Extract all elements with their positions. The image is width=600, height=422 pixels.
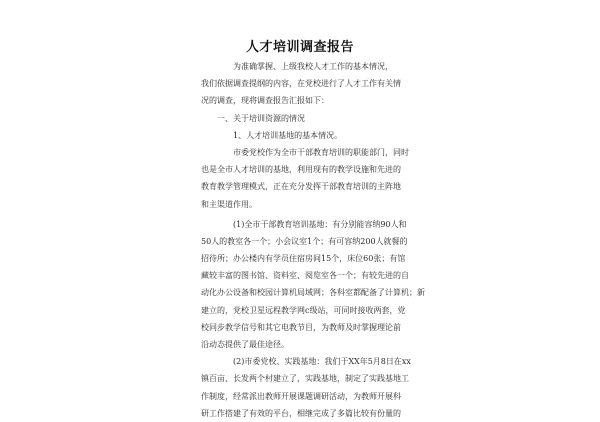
body-line: 教育教学管理模式，正在充分发挥干部教育培训的主阵地 <box>201 182 401 192</box>
body-line: 镇百亩、长发两个村建立了，实践基地，制定了实践基地工 <box>201 374 409 384</box>
body-line: 我们依据调查提纲的内容，在党校进行了人才工作有关情 <box>201 79 401 89</box>
body-line: 建立的，党校卫星远程教学网c级站，可同时接收两套，党 <box>201 305 406 315</box>
body-line: 也是全市人才培训的基地，利用现有的教学设施和先进的 <box>201 165 401 175</box>
body-line: 市委党校作为全市干部教育培训的职能部门，同时 <box>201 147 409 157</box>
body-line: (1)全市干部教育培训基地：有分别能容纳90人和 <box>201 219 407 229</box>
body-line: 50人的教室各一个；小会议室1个；有可容纳200人就餐的 <box>201 236 408 246</box>
document-title: 人才培训调查报告 <box>245 40 354 55</box>
body-line: 沿动态提供了最佳途径。 <box>201 340 289 349</box>
body-line: 和主渠道作用。 <box>201 199 257 209</box>
body-line: 况的调查，现将调查报告汇报如下： <box>201 96 329 106</box>
body-line: 动化办公设备和校园计算机局域网；各科室都配备了计算机；新 <box>201 288 425 298</box>
subsection-heading: 1、人才培训基地的基本情况。 <box>201 130 343 140</box>
document-body <box>201 58 425 422</box>
body-line: 藏较丰富的图书馆、资料室、阅览室各一个；有较先进的自 <box>201 271 409 281</box>
section-heading: 一、关于培训资源的情况 <box>201 113 305 123</box>
body-line: 校同步教学信号和其它电教节目，为教师及时掌握理论前 <box>201 322 401 332</box>
body-line: 为准确掌握、上级我校人才工作的基本情况， <box>201 62 393 71</box>
body-line: 作制度，经常派出教师开展课题调研活动，为教师开展科 <box>201 391 401 401</box>
body-line: (2)市委党校、实践基地：我们于XX年5月8日在xx <box>201 357 411 367</box>
body-line: 招待所；办公楼内有学员住宿房间15个，床位60张；有馆 <box>201 254 406 264</box>
body-line: 研工作搭建了有效的平台，相继完成了多篇比较有份量的 <box>201 408 401 418</box>
